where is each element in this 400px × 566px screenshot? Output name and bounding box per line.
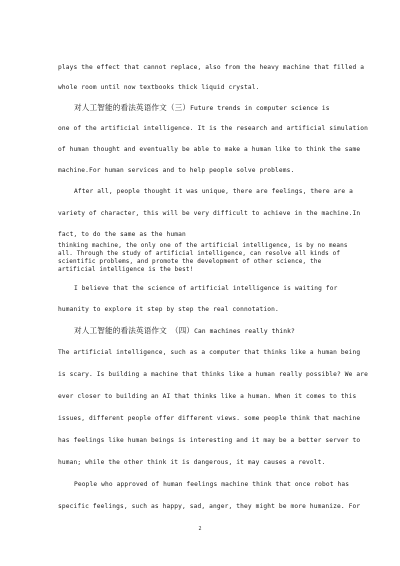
heading-cn: 对人工智能的看法英语作文（三） <box>74 103 191 112</box>
text-line: of human thought and eventually be able to make a human like to think the same <box>58 146 361 153</box>
text-line: variety of character, this will be very difficult to achieve in the machine.In <box>58 210 361 217</box>
text-line: ever closer to building an AI that thinks like a human. When it comes to this <box>58 393 357 400</box>
heading-cn: 对人工智能的看法英语作文 （四） <box>74 326 195 335</box>
section-heading-3 <box>74 102 359 113</box>
text-line: thinking machine, the only one of the artificial intelligence, is by no means <box>58 242 348 249</box>
text-line: machine.For human services and to help people solve problems. <box>58 167 295 174</box>
text-line: artificial intelligence is the best! <box>58 266 194 273</box>
text-line: specific feelings, such as happy, sad, anger, they might be more humanize. For <box>58 503 361 510</box>
text-line: whole room until now textbooks thick liquid crystal. <box>58 84 260 91</box>
text-line: has feelings like human beings is interesting and it may be a better server to <box>58 437 361 444</box>
text-line: After all, people thought it was unique, there are feelings, there are a <box>74 188 354 195</box>
text-line: is scary. Is building a machine that thinks like a human really possible? We are <box>58 371 369 378</box>
text-line: all. Through the study of artificial intelligence, can resolve all kinds of <box>58 250 341 257</box>
text-line: I believe that the science of artificial intelligence is waiting for <box>74 285 338 292</box>
text-line: human; while the other think it is dangerous, it may causes a revolt. <box>58 459 326 466</box>
text-line: People who approved of human feelings machine think that once robot has <box>74 481 350 488</box>
text-line: fact, to do the same as the human <box>58 231 186 238</box>
page-number: 2 <box>198 526 202 532</box>
text-line: plays the effect that cannot replace, also from the heavy machine that filled a <box>58 64 365 71</box>
text-line: issues, different people offer different views. some people think that machine <box>58 415 361 422</box>
text-line: humanity to explore it step by step the real connotation. <box>58 306 279 313</box>
text-line: The artificial intelligence, such as a computer that thinks like a human being <box>58 349 361 356</box>
text-line: scientific problems, and promote the development of other science, the <box>58 258 322 265</box>
heading-en: Can machines really think? <box>194 328 295 335</box>
heading-en: Future trends in computer science is <box>190 105 330 112</box>
section-heading-4 <box>74 325 359 336</box>
text-line: one of the artificial intelligence. It is the research and artificial simulation <box>58 125 369 132</box>
